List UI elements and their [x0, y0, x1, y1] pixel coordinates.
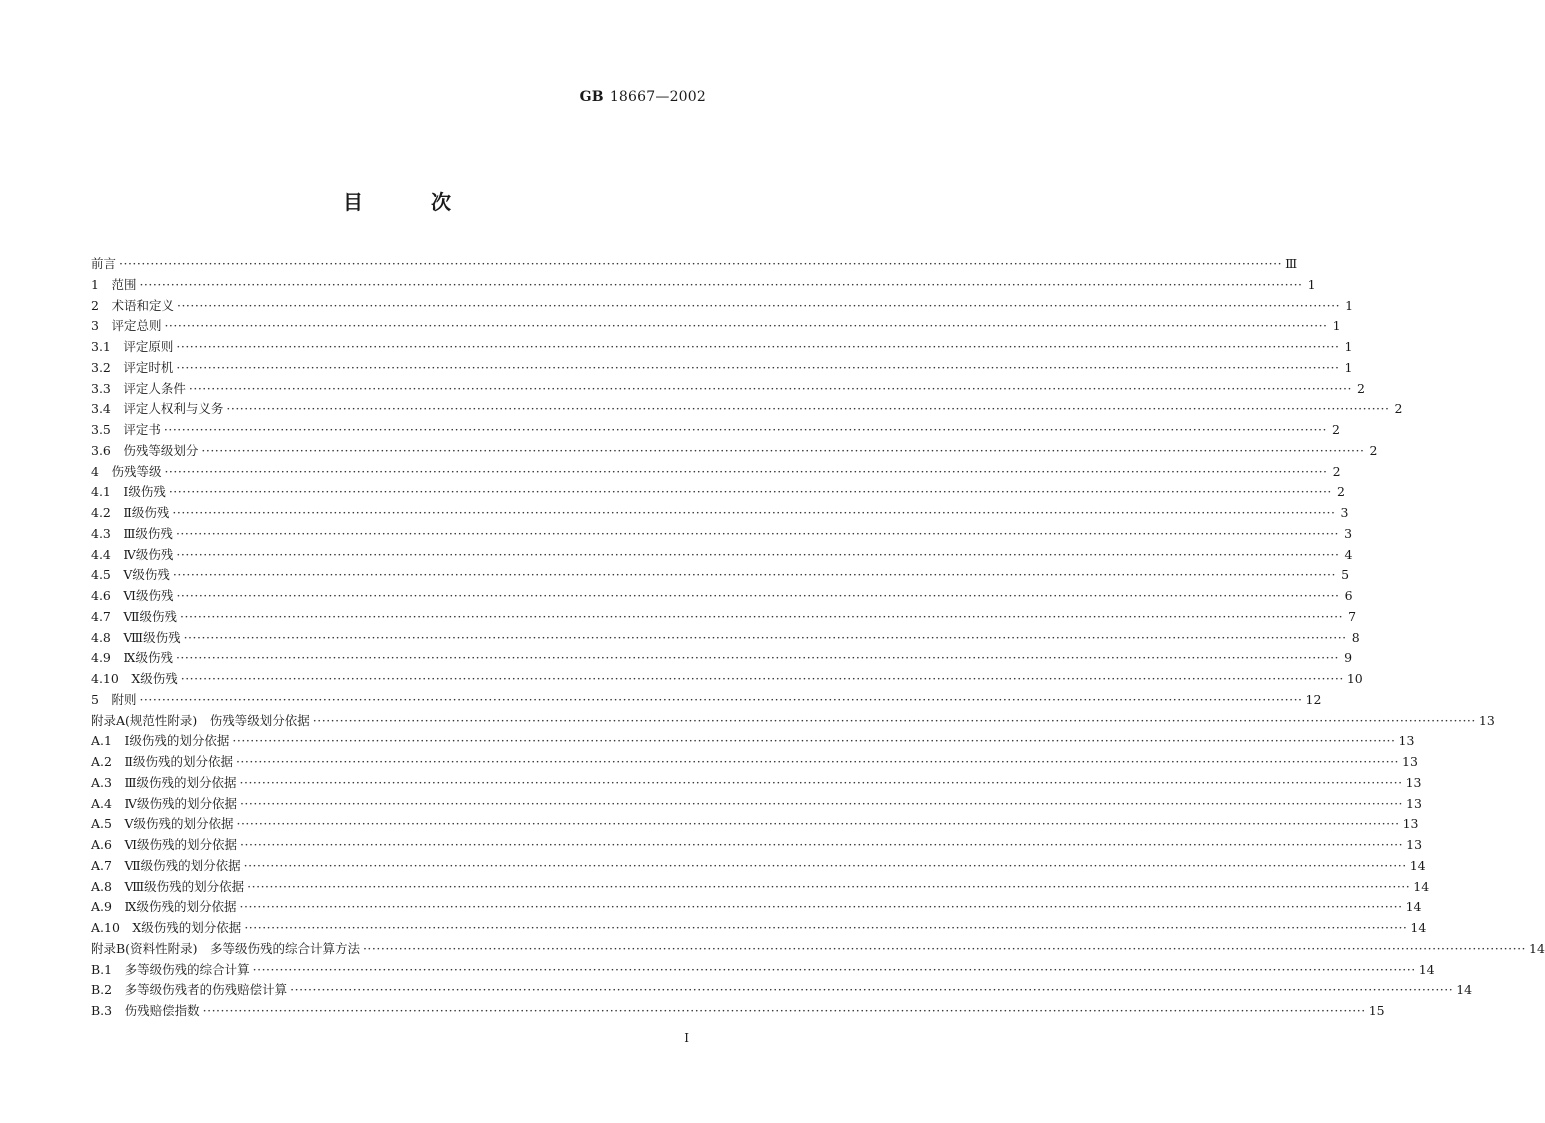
- standard-code: 18667—2002: [609, 89, 706, 105]
- toc-entry-page: 2: [1394, 401, 1403, 417]
- toc-leader-dots: ····································································································································································································································································: [290, 982, 1454, 998]
- toc-entry-page: 14: [1413, 878, 1430, 894]
- toc-entry-label: B.1 多等级伤残的综合计算: [91, 961, 250, 977]
- toc-leader-dots: ····································································································································································································································································: [362, 940, 1527, 956]
- toc-entry-label: 附录B(资料性附录) 多等级伤残的综合计算方法: [91, 940, 360, 956]
- toc-entry[interactable]: [91, 607, 1357, 628]
- toc-entry-label: A.7 Ⅶ级伤残的划分依据: [91, 857, 241, 873]
- toc-entry[interactable]: [91, 545, 1353, 566]
- toc-leader-dots: ····································································································································································································································································: [240, 837, 1404, 852]
- toc-leader-dots: ····································································································································································································································································: [139, 691, 1303, 707]
- toc-entry-page: 12: [1305, 691, 1322, 707]
- toc-leader-dots: ····································································································································································································································································: [239, 795, 1404, 811]
- toc-entry-label: 4.9 Ⅸ级伤残: [91, 650, 173, 666]
- toc-leader-dots: ····································································································································································································································································: [119, 256, 1283, 271]
- toc-entry-label: 4.1 Ⅰ级伤残: [91, 484, 166, 500]
- toc-entry[interactable]: [91, 918, 1427, 939]
- toc-leader-dots: ····································································································································································································································································: [176, 297, 1341, 313]
- toc-entry-page: 1: [1344, 359, 1353, 375]
- toc-entry-label: 4.6 Ⅵ级伤残: [91, 588, 174, 603]
- toc-entry-page: 14: [1405, 899, 1422, 915]
- toc-entry-label: 1 范围: [91, 276, 137, 292]
- toc-leader-dots: ····································································································································································································································································: [232, 733, 1396, 749]
- toc-entry-label: A.10 Ⅹ级伤残的划分依据: [91, 920, 242, 935]
- toc-entry[interactable]: [91, 379, 1365, 400]
- toc-leader-dots: ····································································································································································································································································: [235, 754, 1400, 769]
- toc-entry-page: 13: [1398, 733, 1415, 749]
- toc-leader-dots: ····································································································································································································································································: [188, 380, 1352, 396]
- toc-leader-dots: ····································································································································································································································································: [175, 650, 1340, 666]
- toc-entry[interactable]: [91, 814, 1419, 835]
- toc-entry[interactable]: [91, 565, 1350, 586]
- title-char: 次: [431, 190, 451, 214]
- toc-leader-dots: ····································································································································································································································································: [247, 878, 1411, 894]
- toc-entry-page: 14: [1418, 961, 1435, 977]
- toc-entry-page: 9: [1344, 650, 1353, 666]
- table-of-contents: [91, 254, 1545, 1022]
- page-title: [0, 186, 794, 215]
- toc-leader-dots: ····································································································································································································································································: [172, 567, 1337, 583]
- toc-entry-page: 2: [1369, 442, 1378, 458]
- toc-leader-dots: ····································································································································································································································································: [226, 401, 1390, 417]
- toc-entry-label: B.3 伤残赔偿指数: [91, 1003, 200, 1018]
- toc-leader-dots: ····································································································································································································································································: [163, 422, 1327, 437]
- title-char: 目: [343, 190, 363, 214]
- toc-entry[interactable]: [91, 773, 1422, 794]
- toc-entry[interactable]: [91, 441, 1378, 462]
- toc-entry[interactable]: [91, 897, 1422, 918]
- toc-entry-label: 4.8 Ⅷ级伤残: [91, 629, 181, 645]
- toc-leader-dots: ····································································································································································································································································: [201, 442, 1365, 458]
- toc-leader-dots: ····································································································································································································································································: [176, 359, 1340, 375]
- toc-entry-page: 3: [1340, 505, 1349, 520]
- toc-leader-dots: ····································································································································································································································································: [176, 339, 1340, 354]
- toc-entry-page: 1: [1344, 339, 1353, 354]
- toc-entry-page: 13: [1405, 774, 1422, 790]
- toc-leader-dots: ····································································································································································································································································: [180, 608, 1344, 624]
- toc-entry-label: 3.4 评定人权利与义务: [91, 401, 224, 417]
- toc-leader-dots: ····································································································································································································································································: [239, 774, 1403, 790]
- toc-entry-label: 3 评定总则: [91, 318, 162, 334]
- toc-leader-dots: ····································································································································································································································································: [239, 899, 1403, 915]
- toc-leader-dots: ····································································································································································································································································: [180, 671, 1344, 686]
- toc-entry[interactable]: [91, 358, 1353, 379]
- toc-entry-label: 4.7 Ⅶ级伤残: [91, 608, 178, 624]
- toc-leader-dots: ····································································································································································································································································: [243, 857, 1407, 873]
- toc-entry-label: 附录A(规范性附录) 伤残等级划分依据: [91, 712, 310, 728]
- standard-prefix: GB: [579, 89, 604, 105]
- toc-entry[interactable]: [91, 296, 1354, 317]
- toc-leader-dots: ····································································································································································································································································: [139, 276, 1303, 292]
- toc-entry-page: Ⅲ: [1285, 256, 1298, 271]
- toc-entry[interactable]: [91, 337, 1353, 358]
- toc-entry[interactable]: [91, 482, 1345, 503]
- toc-entry[interactable]: [91, 731, 1415, 752]
- toc-entry[interactable]: [91, 648, 1353, 669]
- toc-entry-label: 3.2 评定时机: [91, 359, 174, 375]
- toc-entry[interactable]: [91, 752, 1418, 773]
- toc-entry-page: 14: [1410, 920, 1427, 935]
- toc-entry-page: 2: [1336, 484, 1345, 500]
- toc-entry-page: 7: [1348, 608, 1357, 624]
- toc-entry-label: 3.3 评定人条件: [91, 380, 186, 396]
- toc-entry-page: 14: [1409, 857, 1426, 873]
- toc-entry-label: 3.1 评定原则: [91, 339, 174, 354]
- toc-entry-page: 8: [1351, 629, 1360, 645]
- toc-entry-page: 2: [1332, 463, 1341, 479]
- toc-entry-label: 4.4 Ⅳ级伤残: [91, 546, 174, 562]
- toc-entry[interactable]: [91, 503, 1349, 524]
- toc-entry[interactable]: [91, 711, 1495, 732]
- toc-entry[interactable]: [91, 669, 1363, 690]
- toc-entry[interactable]: [91, 690, 1322, 711]
- toc-leader-dots: ····································································································································································································································································: [164, 463, 1328, 479]
- toc-leader-dots: ····································································································································································································································································: [183, 629, 1347, 645]
- toc-entry-label: 5 附则: [91, 691, 137, 707]
- toc-entry[interactable]: [91, 980, 1473, 1001]
- toc-leader-dots: ····································································································································································································································································: [176, 588, 1340, 603]
- toc-entry[interactable]: [91, 628, 1360, 649]
- page-number: Ⅰ: [684, 1031, 689, 1045]
- toc-entry-label: B.2 多等级伤残者的伤残赔偿计算: [91, 982, 288, 998]
- toc-entry-label: 4 伤残等级: [91, 463, 162, 479]
- toc-entry-label: 4.10 Ⅹ级伤残: [91, 671, 178, 686]
- toc-leader-dots: ····································································································································································································································································: [164, 318, 1328, 334]
- toc-entry-page: 5: [1341, 567, 1350, 583]
- toc-entry-label: 4.2 Ⅱ级伤残: [91, 505, 170, 520]
- toc-entry[interactable]: [91, 420, 1340, 441]
- toc-leader-dots: ····································································································································································································································································: [312, 712, 1476, 728]
- toc-entry-label: 3.6 伤残等级划分: [91, 442, 199, 458]
- toc-entry-page: 3: [1344, 525, 1353, 541]
- toc-entry-page: 14: [1529, 940, 1545, 956]
- toc-entry[interactable]: [91, 462, 1341, 483]
- toc-leader-dots: ····································································································································································································································································: [252, 961, 1416, 977]
- toc-entry-page: 13: [1478, 712, 1495, 728]
- toc-entry[interactable]: [91, 960, 1435, 981]
- toc-entry[interactable]: [91, 275, 1316, 296]
- toc-entry-label: A.5 Ⅴ级伤残的划分依据: [91, 816, 234, 832]
- toc-entry[interactable]: [91, 316, 1341, 337]
- toc-entry-page: 2: [1357, 380, 1365, 396]
- toc-entry[interactable]: [91, 1001, 1385, 1022]
- toc-entry-label: A.3 Ⅲ级伤残的划分依据: [91, 774, 237, 790]
- toc-entry-label: A.9 Ⅸ级伤残的划分依据: [91, 899, 237, 915]
- toc-entry-page: 13: [1406, 795, 1422, 811]
- toc-entry-page: 4: [1344, 546, 1353, 562]
- toc-entry-page: 13: [1402, 816, 1419, 832]
- toc-entry[interactable]: [91, 586, 1353, 607]
- toc-entry[interactable]: [91, 399, 1403, 420]
- toc-entry-page: 13: [1406, 837, 1423, 852]
- toc-entry-label: 3.5 评定书: [91, 422, 161, 437]
- toc-entry-label: A.2 Ⅱ级伤残的划分依据: [91, 754, 233, 769]
- toc-entry-page: 10: [1346, 671, 1363, 686]
- toc-entry[interactable]: [91, 794, 1422, 815]
- toc-leader-dots: ····································································································································································································································································: [172, 505, 1336, 520]
- toc-entry-label: A.4 Ⅳ级伤残的划分依据: [91, 795, 237, 811]
- toc-entry-page: 6: [1344, 588, 1353, 603]
- toc-entry-page: 1: [1332, 318, 1341, 334]
- toc-entry[interactable]: [91, 524, 1353, 545]
- toc-entry-label: A.6 Ⅵ级伤残的划分依据: [91, 837, 238, 852]
- toc-leader-dots: ····································································································································································································································································: [236, 816, 1400, 832]
- toc-entry[interactable]: [91, 877, 1430, 898]
- toc-leader-dots: ····································································································································································································································································: [175, 525, 1340, 541]
- toc-entry-label: 前言: [91, 256, 117, 271]
- toc-entry-page: 1: [1307, 276, 1316, 292]
- toc-leader-dots: ····································································································································································································································································: [202, 1003, 1366, 1018]
- toc-entry[interactable]: [91, 835, 1423, 856]
- toc-entry-page: 15: [1368, 1003, 1385, 1018]
- toc-entry[interactable]: [91, 856, 1426, 877]
- toc-entry[interactable]: [91, 254, 1298, 275]
- toc-leader-dots: ····································································································································································································································································: [176, 546, 1340, 562]
- toc-entry-label: 4.3 Ⅲ级伤残: [91, 525, 173, 541]
- toc-entry-page: 2: [1332, 422, 1340, 437]
- toc-entry[interactable]: [91, 939, 1545, 960]
- toc-entry-page: 1: [1345, 297, 1354, 313]
- toc-entry-label: 4.5 Ⅴ级伤残: [91, 567, 170, 583]
- toc-entry-label: A.8 Ⅷ级伤残的划分依据: [91, 878, 245, 894]
- toc-entry-label: A.1 Ⅰ级伤残的划分依据: [91, 733, 230, 749]
- toc-entry-label: 2 术语和定义: [91, 297, 174, 313]
- standard-number: [580, 89, 706, 105]
- toc-entry-page: 14: [1456, 982, 1473, 998]
- toc-leader-dots: ····································································································································································································································································: [244, 920, 1408, 935]
- toc-leader-dots: ····································································································································································································································································: [168, 484, 1332, 500]
- toc-entry-page: 13: [1402, 754, 1418, 769]
